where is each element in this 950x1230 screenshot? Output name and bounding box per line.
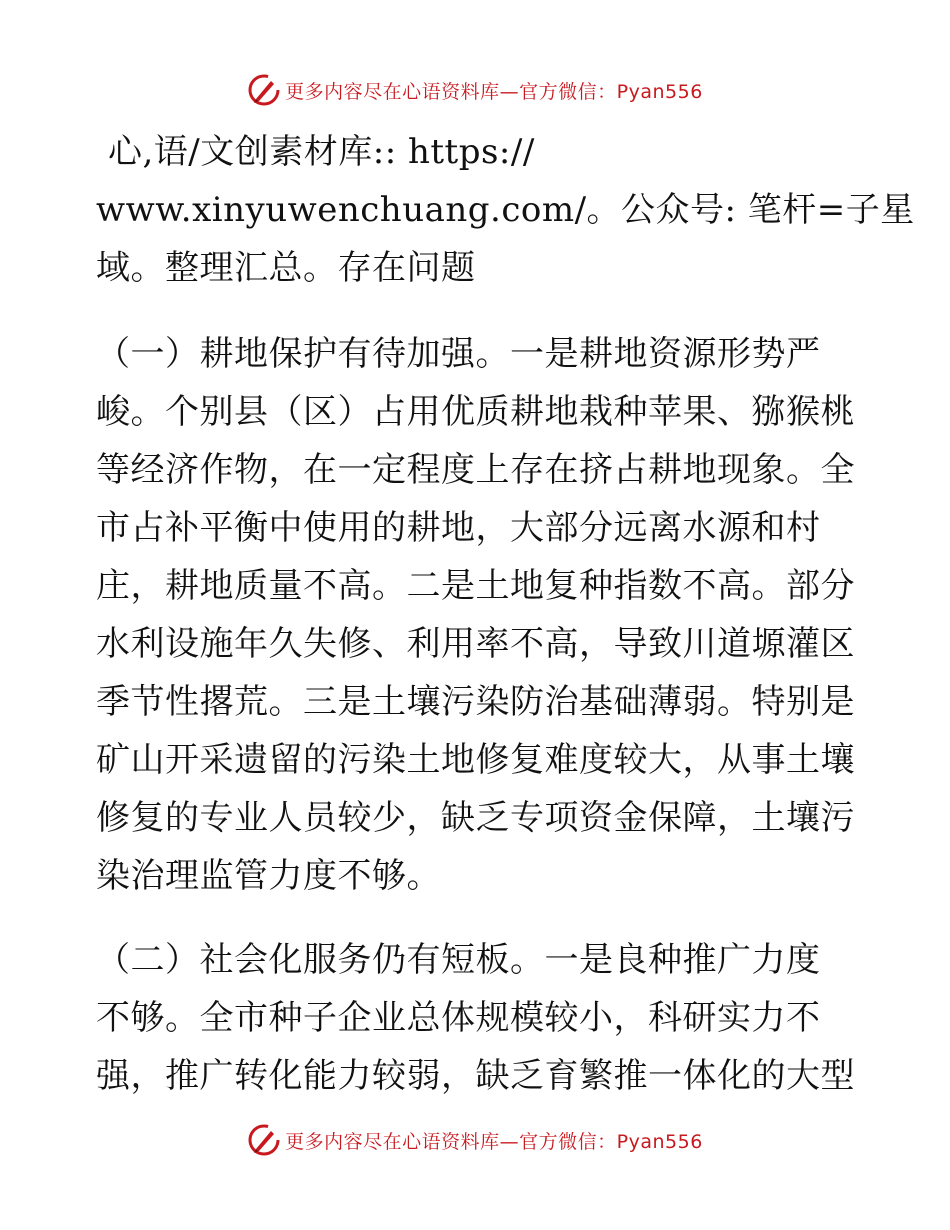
paragraph-line: 不够。全市种子企业总体规模较小，科研实力不 — [96, 998, 821, 1038]
watermark-text: 更多内容尽在心语资料库—官方微信：Pyan556 — [285, 80, 703, 103]
paragraph-line: 水利设施年久失修、利用率不高，导致川道塬灌区 — [96, 624, 855, 664]
paragraph-line: 峻。个别县（区）占用优质耕地栽种苹果、猕猴桃 — [96, 392, 855, 432]
section-one-paragraph — [96, 325, 856, 905]
footer-watermark — [0, 1120, 950, 1160]
watermark-text: 更多内容尽在心语资料库—官方微信：Pyan556 — [285, 1130, 703, 1153]
paragraph-line: 等经济作物，在一定程度上存在挤占耕地现象。全 — [96, 450, 855, 490]
quill-pen-logo-icon — [247, 1123, 281, 1157]
paragraph-line: （一）耕地保护有待加强。一是耕地资源形势严 — [96, 334, 821, 374]
paragraph-line: 市占补平衡中使用的耕地，大部分远离水源和村 — [96, 508, 821, 548]
paragraph-line: 矿山开采遗留的污染土地修复难度较大，从事土壤 — [96, 740, 855, 780]
document-body — [96, 123, 915, 1105]
paragraph-line: 季节性撂荒。三是土壤污染防治基础薄弱。特别是 — [96, 682, 855, 722]
paragraph-line: 强，推广转化能力较弱，缺乏育繁推一体化的大型 — [96, 1056, 855, 1096]
intro-line: www.xinyuwenchuang.com/。公众号: 笔杆=子星 — [96, 190, 915, 230]
intro-line: 域。整理汇总。存在问题 — [96, 248, 476, 288]
header-watermark — [0, 70, 950, 110]
paragraph-line: （二）社会化服务仍有短板。一是良种推广力度 — [96, 940, 821, 980]
section-two-paragraph — [96, 931, 856, 1105]
intro-line: 心,语/文创素材库:: https:// — [108, 132, 535, 172]
paragraph-line: 庄，耕地质量不高。二是土地复种指数不高。部分 — [96, 566, 855, 606]
paragraph-line: 染治理监管力度不够。 — [96, 856, 441, 896]
paragraph-line: 修复的专业人员较少，缺乏专项资金保障，土壤污 — [96, 798, 855, 838]
quill-pen-logo-icon — [247, 73, 281, 107]
intro-paragraph — [96, 123, 915, 297]
